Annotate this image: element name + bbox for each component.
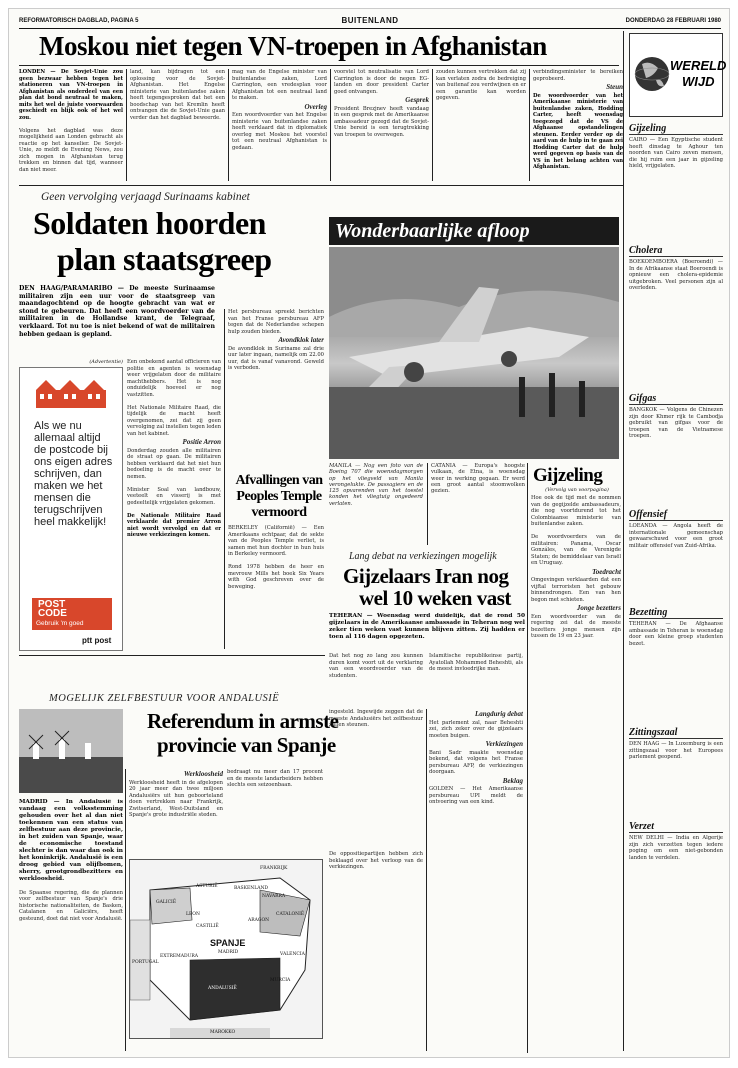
subhead-beklag: Beklag [502,776,523,785]
spain-col-4: ingesteld. Ingewijde zeggen dat de meeste Andalusiërs het zelfbestuur zullen steunen. [329,709,423,728]
spain-kicker: MOGELIJK ZELFBESTUUR VOOR ANDALUSIË [49,693,280,704]
subhead-werkloosheid: Werkloosheid [183,770,223,778]
map-region: VALENCIA [280,952,305,957]
gijzeling-headline: Gijzeling [533,465,603,486]
subhead-gesprek: Gesprek [405,96,429,104]
surinam-text: De avondklok in Suriname zal drie uur later ingaan, namelijk om 22.00 uur, dat is vanaf vanavond. Geweld is verboden. [228,345,324,371]
sidebar-text: LOEANDA — Angola heeft de internationale gemeenschap gewaarschuwd voor een groot militair offensief van Zuid-Afrika. [629,523,723,549]
map-region: PORTUGAL [132,960,159,965]
etna-caption: CATANIA — Europa's hoogste vulkaan, de Etna, is woensdag weer in werking gegaan. Er werd een groot aantal stoomwolken gezien. [431,463,525,495]
temple-headline [231,473,327,521]
gijzeling-text: De woordvoerders van de militairen: Panama, Oscar Gonzáles, van de Verenigde Staten; de bemiddelaar van Israël en Uruguay. [531,534,621,566]
postcode-logo-bottom: CODE [38,608,67,619]
map-region: ARAGON [248,918,270,923]
gijzeling-text: Omgevingen verklaarden dat een vijftal terroristen het gebouw binnendrongen. Een van hen begon met schieten. [531,577,621,603]
sidebar-text: BANGKOK — Volgens de Chinezen zijn door Khmer rijk te Cambodja gebruikt van gifgas voor de troepen van de Vietnamese troepen. [629,407,723,439]
surinam-text: Donderdag zouden alle militairen de straat op gaan. De militairen hebben verklaard dat het niet hun bedoeling is de macht over te nemen. [127,447,221,480]
postcode-logo-top: POST [38,599,66,610]
spain-regions-map [129,859,323,1039]
top-story-col-6 [533,69,623,185]
spain-text: De Spaanse regering, die de plannen voor zelfbestuur van Spanje's drie historische nationaliteiten, de Basken, Catalanen en Galiciërs, heeft gesteund, doet dat niet voor Andalusië. [19,889,123,922]
sidebar-text: BOEKOEMBOERA (Boeroendi) — In de Afrikaanse staat Boeroendi is opnieuw een cholera-epidemie uitgebroken. Veel personen zijn al overleden. [629,259,723,291]
postcode-logo [32,598,112,630]
map-region: EXTREMADURA [160,954,199,959]
sidebar-item-gijzeling [629,123,723,249]
spain-headline-2: provincie van Spanje [157,733,336,757]
subhead-overleg: Overleg [304,102,327,111]
newspaper-page [8,8,730,1058]
map-region: BASKENLAND [234,886,269,891]
spain-col-1 [19,799,123,1051]
wijd-word: WIJD [682,74,715,89]
iran-headline-1: Gijzelaars Iran nog [343,564,509,588]
iran-text: Bani Sadr maakte woensdag bekend, dat volgens het Franse persbureau AFP, de verkiezingen doorgaan. [429,749,523,775]
header-left: REFORMATORISCH DAGBLAD, PAGINA 5 [19,18,139,24]
gijzeling-sub: (Vervolg van voorpagina) [545,487,609,493]
sidebar-item-offensief [629,509,723,611]
map-region: FRANKRIJK [260,866,288,871]
sidebar-head: Gifgas [629,393,723,405]
top-story-text: verbindingsminister te bereiken geprobeerd. [533,69,623,82]
surinam-headline-1: Soldaten hoorden [33,205,266,241]
subhead-langdurig-debat: Langdurig debat [474,710,523,718]
surinam-text: Een onbekend aantal officieren van politie en agenten is woensdag weer vrijgelaten door de militaire machthebbers. Het is nog onduidelijk hoeveel er nog vastzitten. [127,359,221,398]
surinam-text: De Nationale Militaire Raad verklaarde dat premier Arron niet wordt vervolgd en dat er nieuwe verkiezingen komen. [127,512,221,538]
sidebar-text: DEN HAAG — In Luxemburg is een zittingszaal voor het Europees parlement geopend. [629,741,723,760]
surinam-text: Het persbureau spreekt berichten van het Franse persbureau AFP tegen dat de Nederlandse schepen hulp zouden bieden. [228,309,324,335]
map-region: MURCIA [270,978,291,983]
subhead-toedracht: Toedracht [592,567,621,576]
wereld-wijd-logo [629,33,727,117]
iran-text: Het parlement zal, naar Beheshti zei, zich zeker over de gijzelaars moeten buigen. [429,719,523,739]
top-story-col-2 [130,69,225,185]
ptt-post-brand: ptt post [82,636,112,645]
subhead-avondklok: Avondklok later [278,336,324,344]
iran-text: De oppositiepartijen hebben zich beklaagd over het verloop van de verkiezingen. [329,851,423,870]
plane-headline: Wonderbaarlijke afloop [335,220,530,242]
section-title: BUITENLAND [341,16,399,25]
plane-headline-bar [329,217,619,245]
top-story-text: President Brezjnev heeft vandaag in een gesprek met de Amerikaanse ambassadeur gezegd dat de Sovjet-Unie bereid is een terugtrekking van troepen te overwegen. [334,105,429,138]
surinam-col-2 [127,359,221,649]
top-story-text: Een woordvoerder van het Engelse ministerie van buitenlandse zaken heeft verklaard dat in diplomatiek overleg met Moskou het voorstel tot een neutraal Afghanistan is gedaan. [232,112,327,151]
iran-col-2: Islamitische republikeinse partij, Ayatollah Mohammed Beheshti, als de meest invloedrijke man. [429,653,523,672]
houses-icon [34,376,108,410]
map-region: ASTURIË [196,884,218,889]
sidebar-head: Cholera [629,245,723,257]
sidebar-text: TEHERAN — De Afghaanse ambassade in Teheran is woensdag door een kleine groep studenten bezet. [629,621,723,647]
postcode-cta: Gebruik 'm goed [36,620,84,627]
header-date: DONDERDAG 28 FEBRUARI 1980 [625,18,721,24]
spain-lead: MADRID — In Andalusië is vandaag een volksstemming gehouden over het al dan niet toekennen van een status van zelfbestuur aan deze provincie, in het zuiden van Spanje, waar de economische toestand slechter is dan waar dan ook in het koninkrijk. Andalusië is een droog gebied van olijfbomen, sherry, grootgrondbezitters en werkloosheid. [19,799,123,882]
subhead-jonge-bezetters: Jonge bezetters [576,604,621,612]
gijzeling-text: Een woordvoerder van de regering zei dat de meeste bezetters jonge mensen zijn tussen de 19 en 23 jaar. [531,613,621,639]
postcode-advertisement [19,367,123,651]
ad-line: mensen die [34,492,91,504]
andalusia-photo [19,709,123,793]
spain-text: Werkloosheid heeft in de afgelopen 20 jaar meer dan twee miljoen Andalusiërs uit hun geboorteland doen vertrekken naar Frankrijk, Zwitserland, West-Duitsland en Spanje's grote industriële steden. [129,779,223,818]
sidebar-head: Verzet [629,821,723,833]
iran-col-1: Dat het nog zo lang zou kunnen duren komt voort uit de verklaring van een woordvoerder van de studenten. [329,653,423,679]
map-region: LEON [186,912,200,917]
ad-line: ons eigen adres [34,456,113,468]
plane-wreck-image [329,247,619,459]
top-story-text: mag van de Engelse minister van buitenlandse zaken, Lord Carrington, een vredesplan voor Afghanistan tot een neutraal land te maken. [232,69,327,101]
iran-kicker: Lang debat na verkiezingen mogelijk [349,551,497,562]
sidebar-text: NEW DELHI — India en Algerije zijn zich verzetten tegen iedere poging om een niet-gebonden landen te verdelen. [629,835,723,861]
sidebar-item-zittingszaal [629,727,723,821]
surinam-text: Het Nationale Militaire Raad, die tijdelijk de macht heeft overgenomen, zei dat zij geen vervolging zal instellen tegen leden van het kabinet. [127,404,221,437]
page-header [19,15,721,29]
iran-lead: TEHERAN — Woensdag werd duidelijk, dat de rond 50 gijzelaars in de Amerikaanse ambassade in Teheran nog wel zeker tien weken vast kunnen blijven zitten. Zij hadden er toen al 116 dagen opgezeten. [329,613,525,640]
map-region: GALICIË [156,900,177,905]
map-region: NAVARRA [262,894,286,899]
spain-headline-1: Referendum in armste [147,709,339,733]
iran-headline-2: wel 10 weken vast [359,586,511,610]
map-region: MADRID [218,950,239,955]
top-story-col-5 [436,69,526,185]
surinam-lead: DEN HAAG/PARAMARIBO — De meeste Surinaamse militairen zijn een uur voor de staatsgreep van maandagochtend op de hoogte gebracht van wat er stond te gebeuren. Dat heeft een woordvoerder van de militairen in de Hollandse krant, de Telegraaf, verklaard. Tot nu toe is niet bekend of wat de militairen hebben gedaan is gepland. [19,285,215,338]
sidebar-item-verzet [629,821,723,1055]
ad-line: schrijven, dan [34,468,102,480]
sidebar-item-bezetting [629,607,723,731]
top-story-text: land, kan bijdragen tot een oplossing voor de Sovjet-Afghanistan. Het Engelse ministerie van buitenlandse zaken heeft tegengesproken dat het een boodschap van het Kremlin heeft ontvangen die de Sovjet-Unie gaan verder dan het dagblad beweerde. [130,69,225,121]
top-story-lead: LONDEN — De Sovjet-Unie zou geen bezwaar hebben tegen het stationeren van VN-troepen in Afghanistan als onderdeel van een plan dat bond neutraal te maken, mits het wel de juiste voorwaarden geschiedt en blijk ook of het wel zou. [19,69,123,121]
top-story-col-1 [19,69,123,185]
ad-line: Als we nu [34,420,82,432]
sidebar-text: CAIRO — Een Egyptische student heeft dinsdag te Aghour ten noorden van Cairo zeven mensen, die hij ruim een jaar in gijzeling hield, vrijgelaten. [629,137,723,169]
surinam-col-3 [228,309,324,469]
surinam-text: Minister Soal van landbouw, veeteelt en visserij is met gedeeltelijk vrijgelaten gekomen. [127,486,221,506]
plane-crash-photo [329,247,619,459]
top-story-text: voorstel tot neutralisatie van Lord Carrington is door de negen EG-landen en door president Carter goed ontvangen. [334,69,429,95]
surinam-kicker: Geen vervolging verjaagd Surinaams kabinet [41,191,250,203]
sidebar-item-gifgas [629,393,723,509]
subhead-verkiezingen: Verkiezingen [485,740,523,748]
spain-col-3: bedraagt nu meer dan 17 procent en de meeste landarbeiders hebben slechts een seizoenbaan. [227,769,323,788]
top-story-text: De woordvoerder van het Amerikaanse ministerie van buitenlandse zaken, Hodding Carter, heeft woensdag toegezegd dat de VS de Afghaanse opstandelingen steunen. Eerder verder op de aard van de hulp in te gaan zei Hodding Carter dat de hulp werd gegeven op basis van de VS in het belang achten van Afghanistan. [533,92,623,170]
top-story-col-3 [232,69,327,185]
sidebar-item-cholera [629,245,723,389]
temple-body [228,525,324,649]
temple-text: Rond 1978 hebben de heer en mevrouw Mills het boek Six Years with God geschreven over de beweging. [228,564,324,590]
sidebar-head: Gijzeling [629,123,723,135]
map-region: CASTILIË [196,924,219,929]
iran-text: GOLDEN — Het Amerikaanse persbureau UPI meldt de ontvoering van een kind. [429,786,523,805]
top-story-text: zouden kunnen vertrekken dat zij kan verlaten zodra de bedreiging van buitenaf zou verdwijnen en er een garantie kan worden gegeven. [436,69,526,101]
gijzeling-text: Hoe ook de tijd met de nommen van de gegijzelde ambassadeurs, die nog voortdurend tot het Colombiaanse ministerie van buitenlandse zaken. [531,495,621,527]
top-story-headline: Moskou niet tegen VN-troepen in Afghanistan [39,31,547,61]
sidebar-head: Zittingszaal [629,727,723,739]
sidebar-head: Offensief [629,509,723,521]
temple-text: BERKELEY (Californië) — Een Amerikaans echtpaar, dat de sekte van de Peoples Temple verliet, is samen met hun dochter in hun huis in Berkeley vermoord. [228,525,324,557]
top-story-text: Volgens het dagblad was deze mogelijkheid aan Londen gebracht als reactie op het kanselier. De Sovjet-Unie, zo meldt de Evening News, zou zich mogen in Afghanistan terug trekken en binnen dat tijd, wanneer dan niet meer. [19,127,123,173]
wereld-word: WERELD [670,58,727,73]
temple-headline-2: Peoples Temple [236,489,322,504]
surinam-headline-2: plan staatsgreep [57,241,272,277]
top-story-col-4 [334,69,429,185]
ad-line: terugschrijven [34,504,103,516]
map-region: CATALONIË [276,912,305,917]
iran-col-4 [429,709,523,1051]
subhead-positie-arron: Positie Arron [182,438,221,446]
temple-headline-3: vermoord [251,505,307,520]
advert-label: (Advertentie) [89,359,123,365]
plane-caption: MANILA — Nog een foto van de Boeing 707 die woensdagmorgen op het vliegveld van Manila verongelukte. De passagiers en de 125 opvarenden van het toestel konden het vliegtuig ongedeerd verlaten. [329,463,423,507]
ad-line: de postcode bij [34,444,108,456]
gijzeling-body [531,495,621,1051]
temple-headline-1: Afvallingen van [235,473,323,488]
sidebar-head: Bezetting [629,607,723,619]
ad-line: maken we het [34,480,103,492]
postcode-ad-slogan [34,420,122,528]
spain-col-2 [129,769,223,857]
windmills-image [19,709,123,793]
map-label-spanje: SPANJE [210,938,246,948]
iran-col-3 [329,851,423,1051]
ad-line: heel makkelijk! [34,516,107,528]
ad-line: allemaal altijd [34,432,101,444]
map-region: MAROKKO [210,1030,236,1035]
subhead-steun: Steun [606,83,623,91]
map-region: ANDALUSIË [208,986,237,991]
